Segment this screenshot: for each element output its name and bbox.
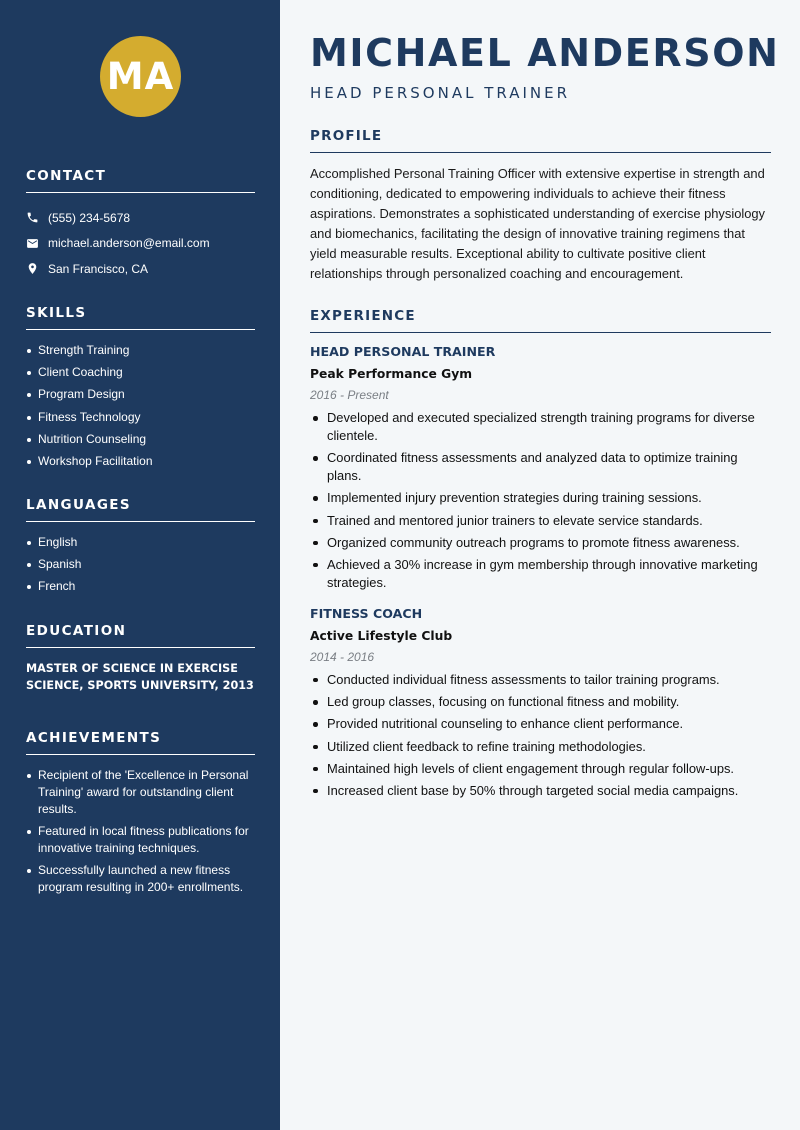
location-pin-icon: [26, 262, 39, 275]
list-item: Led group classes, focusing on functional fitness and mobility.: [310, 693, 771, 711]
job-dates: 2016 - Present: [310, 388, 389, 402]
skills-section: [26, 305, 255, 475]
list-item: Nutrition Counseling: [26, 431, 255, 448]
contact-email: [26, 231, 255, 257]
job-company: Peak Performance Gym: [310, 367, 473, 381]
list-item: Maintained high levels of client engagement through regular follow-ups.: [310, 760, 771, 778]
list-item: Program Design: [26, 386, 255, 403]
list-item: Provided nutritional counseling to enhance client performance.: [310, 715, 771, 733]
achievements-section: [26, 730, 255, 901]
list-item: English: [26, 534, 255, 551]
list-item: Recipient of the 'Excellence in Personal Training' award for outstanding client results.: [26, 767, 255, 818]
list-item: Conducted individual fitness assessments to tailor training programs.: [310, 671, 771, 689]
avatar: [100, 36, 181, 117]
languages-heading: LANGUAGES: [26, 497, 255, 522]
job-entry: [310, 344, 771, 592]
candidate-name: MICHAEL ANDERSON: [310, 31, 780, 75]
education-section: [26, 623, 255, 694]
profile-heading: PROFILE: [310, 128, 771, 153]
candidate-title: HEAD PERSONAL TRAINER: [310, 84, 570, 102]
list-item: Fitness Technology: [26, 409, 255, 426]
experience-heading: EXPERIENCE: [310, 308, 771, 333]
phone-icon: [26, 211, 39, 224]
skills-list: [26, 342, 255, 470]
avatar-initials: MA: [106, 55, 175, 98]
email-icon: [26, 237, 39, 250]
job-title: FITNESS COACH: [310, 605, 423, 621]
experience-section: [310, 308, 771, 804]
profile-text: Accomplished Personal Training Officer with extensive expertise in strength and conditioning, dedicated to empowering individuals to achieve their fitness aspirations. Demonstrates a sophisticated understanding of exercise physiology and biomechanics, facilitating the design of innovative training regimens that yield measurable results. Exceptional ability to cultivate positive client relationships through personalized coaching and encouragement.: [310, 166, 766, 281]
languages-list: [26, 534, 255, 595]
job-title: HEAD PERSONAL TRAINER: [310, 344, 496, 359]
education-heading: EDUCATION: [26, 623, 255, 648]
list-item: Increased client base by 50% through targeted social media campaigns.: [310, 782, 771, 800]
list-item: Achieved a 30% increase in gym membership through innovative marketing strategies.: [310, 556, 771, 592]
education-text: MASTER OF SCIENCE IN EXERCISE SCIENCE, SPORTS UNIVERSITY, 2013: [26, 662, 254, 692]
list-item: Spanish: [26, 556, 255, 573]
job-entry: [310, 606, 771, 800]
contact-phone: [26, 205, 255, 231]
list-item: Featured in local fitness publications for innovative training techniques.: [26, 823, 255, 857]
list-item: Client Coaching: [26, 364, 255, 381]
job-dates: 2014 - 2016: [310, 649, 375, 664]
list-item: Utilized client feedback to refine training methodologies.: [310, 738, 771, 756]
phone-text: (555) 234-5678: [48, 210, 131, 225]
contact-section: [26, 168, 255, 282]
achievements-heading: ACHIEVEMENTS: [26, 730, 255, 755]
job-company: Active Lifestyle Club: [310, 628, 453, 643]
list-item: French: [26, 578, 255, 595]
list-item: Workshop Facilitation: [26, 453, 255, 470]
list-item: Coordinated fitness assessments and analyzed data to optimize training plans.: [310, 449, 771, 485]
profile-section: [310, 128, 771, 284]
skills-heading: SKILLS: [26, 305, 255, 330]
list-item: Trained and mentored junior trainers to elevate service standards.: [310, 512, 771, 530]
job-bullets: [310, 671, 771, 800]
list-item: Organized community outreach programs to promote fitness awareness.: [310, 534, 771, 552]
achievements-list: [26, 767, 255, 896]
location-text: San Francisco, CA: [48, 261, 149, 276]
list-item: Developed and executed specialized strength training programs for diverse clientele.: [310, 409, 771, 445]
languages-section: [26, 497, 255, 601]
list-item: Strength Training: [26, 342, 255, 359]
contact-location: [26, 256, 255, 282]
sidebar: [0, 0, 280, 1130]
contact-heading: CONTACT: [26, 168, 255, 193]
list-item: Implemented injury prevention strategies during training sessions.: [310, 489, 771, 507]
list-item: Successfully launched a new fitness program resulting in 200+ enrollments.: [26, 862, 255, 896]
job-bullets: [310, 409, 771, 592]
email-text[interactable]: michael.anderson@email.com: [48, 236, 210, 251]
